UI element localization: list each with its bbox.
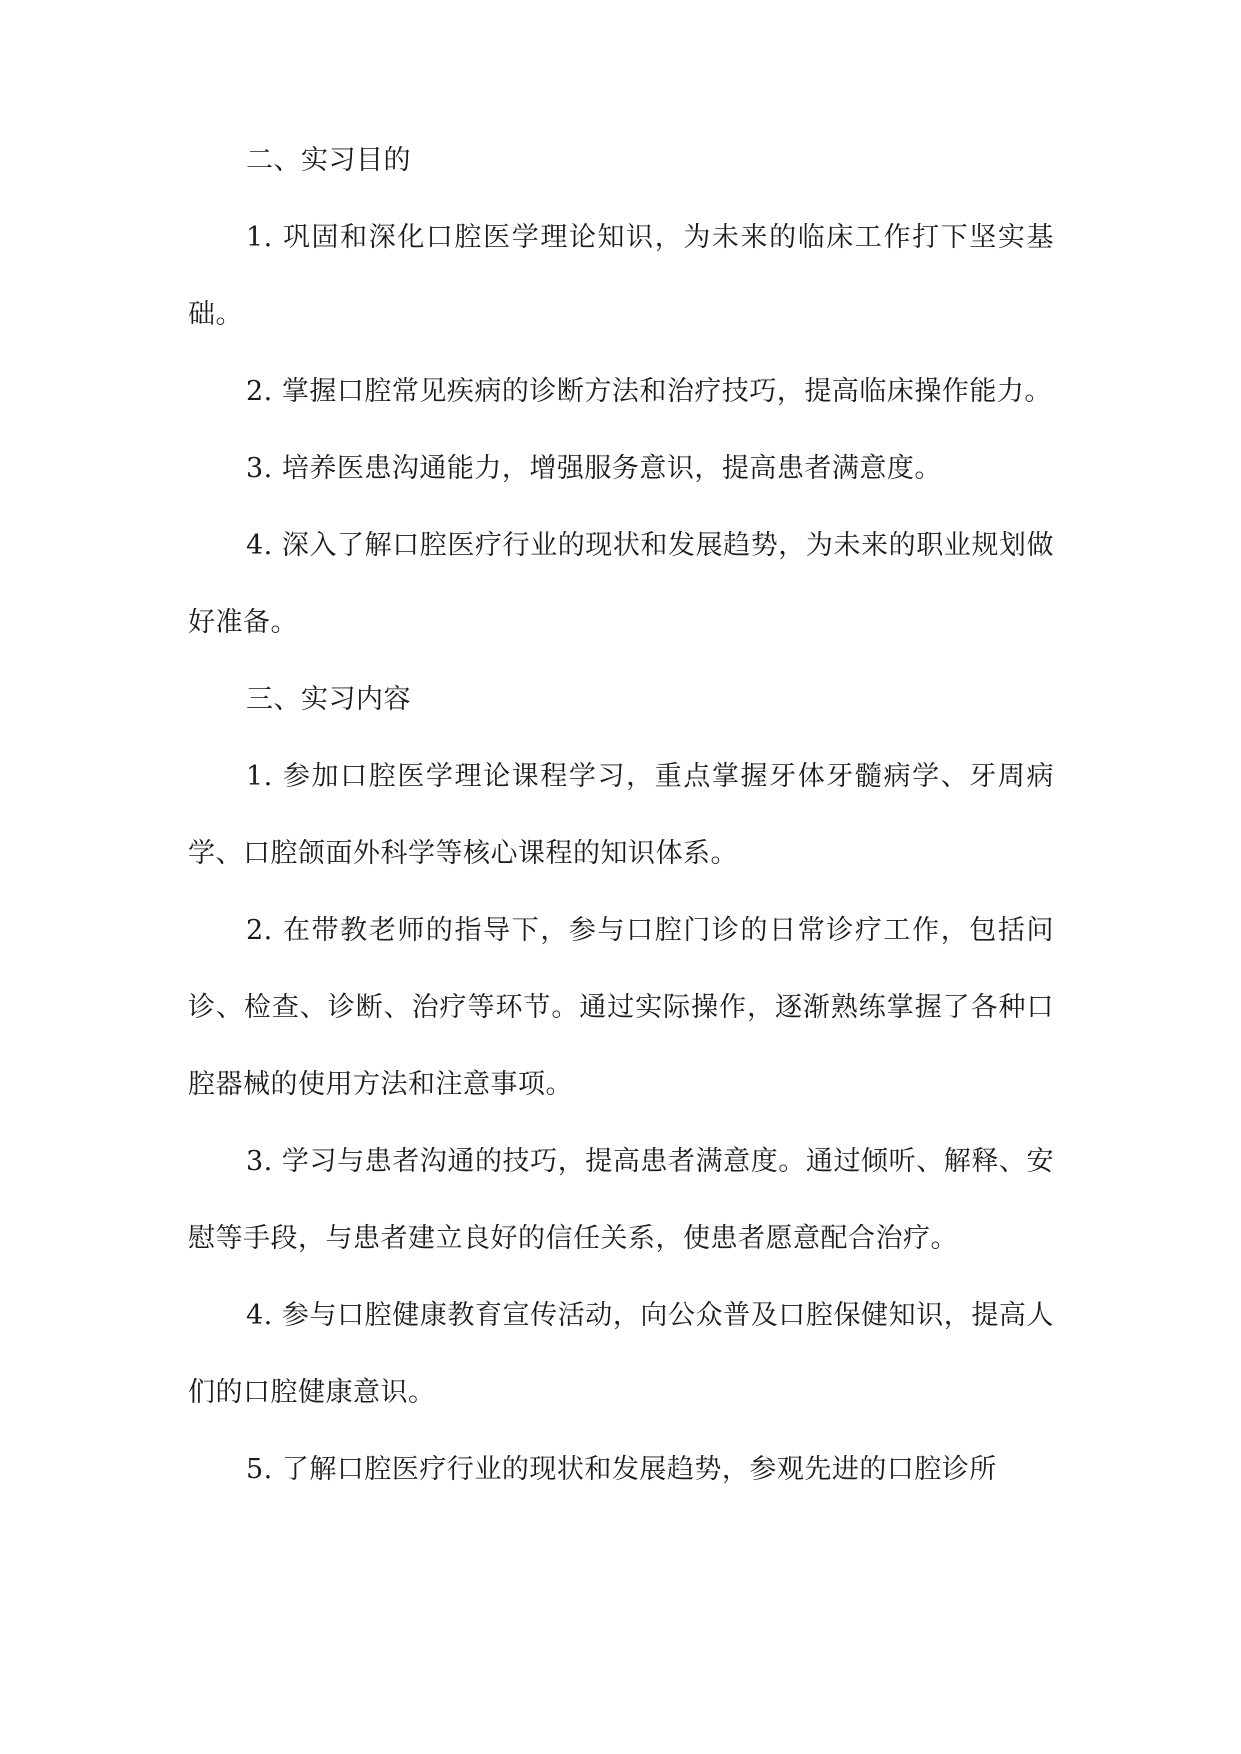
purpose-item-3: 3. 培养医患沟通能力，增强服务意识，提高患者满意度。 xyxy=(246,453,942,484)
purpose-item-2: 2. 掌握口腔常见疾病的诊断方法和治疗技巧，提高临床操作能力。 xyxy=(246,376,1052,407)
purpose-item-4: 4. 深入了解口腔医疗行业的现状和发展趋势，为未来的职业规划做好准备。 xyxy=(188,530,1054,638)
section-heading-internship-purpose: 二、实习目的 xyxy=(246,145,411,176)
section-heading-internship-content: 三、实习内容 xyxy=(246,684,411,715)
content-item-2: 2. 在带教老师的指导下，参与口腔门诊的日常诊疗工作，包括问诊、检查、诊断、治疗等环节。通过实际操作，逐渐熟练掌握了各种口腔器械的使用方法和注意事项。 xyxy=(188,915,1054,1100)
content-item-4: 4. 参与口腔健康教育宣传活动，向公众普及口腔保健知识，提高人们的口腔健康意识。 xyxy=(188,1300,1054,1408)
purpose-item-1: 1. 巩固和深化口腔医学理论知识，为未来的临床工作打下坚实基础。 xyxy=(188,222,1054,330)
content-item-1: 1. 参加口腔医学理论课程学习，重点掌握牙体牙髓病学、牙周病学、口腔颌面外科学等核心课程的知识体系。 xyxy=(188,761,1054,869)
content-item-3: 3. 学习与患者沟通的技巧，提高患者满意度。通过倾听、解释、安慰等手段，与患者建立良好的信任关系，使患者愿意配合治疗。 xyxy=(188,1146,1054,1254)
document-body xyxy=(188,122,1054,1508)
content-item-5: 5. 了解口腔医疗行业的现状和发展趋势，参观先进的口腔诊所 xyxy=(246,1454,997,1485)
